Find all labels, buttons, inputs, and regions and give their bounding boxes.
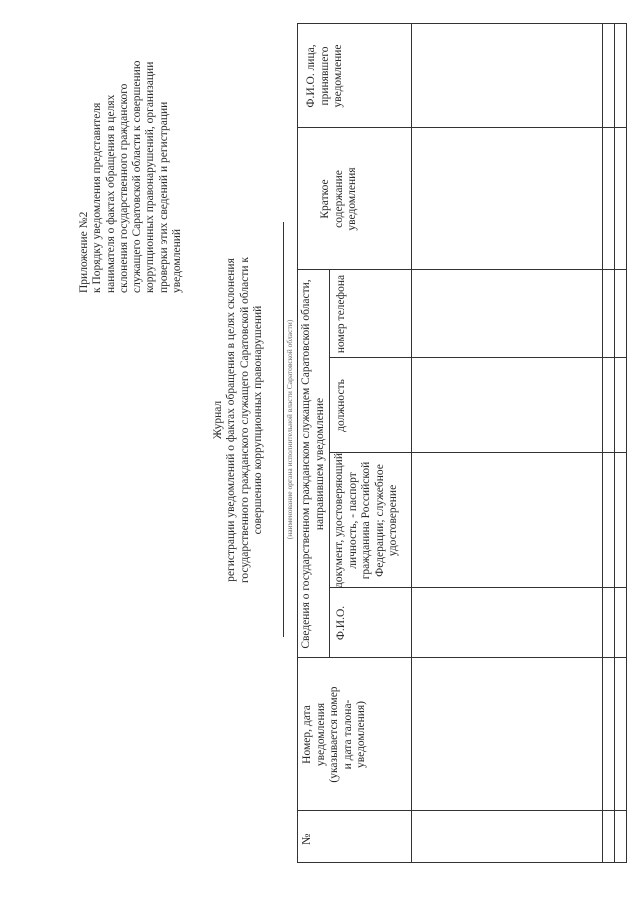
journal-line: регистрации уведомлений о фактах обращения в целях склонения <box>225 258 238 582</box>
appendix-line: склонения государственного гражданского <box>117 83 130 293</box>
header-line: содержание <box>332 170 345 228</box>
table-header-bottom <box>411 23 412 863</box>
header-line: личность, - паспорт <box>346 472 359 569</box>
header-line: уведомления <box>346 167 358 231</box>
header-line: Сведения о государственном гражданском служащем Саратовской области, <box>300 279 312 649</box>
header-line: Федерации; служебное <box>373 464 386 577</box>
table-border-top <box>297 23 298 863</box>
authority-name-line <box>283 222 284 637</box>
identity-document-header <box>333 453 401 588</box>
header-line: Номер, дата <box>301 705 313 764</box>
table-border-bottom <box>626 23 627 863</box>
registration-table <box>297 23 627 863</box>
table-row-line <box>614 23 615 863</box>
employee-fio-header: Ф.И.О. <box>335 605 347 641</box>
header-line: документ, удостоверяющий <box>333 453 345 588</box>
appendix-line: проверки этих сведений и регистрации <box>157 101 170 293</box>
column-line <box>329 357 627 358</box>
table-border-right <box>297 23 627 24</box>
number-sign-header: № <box>299 833 313 845</box>
header-line: принявшего <box>318 46 331 106</box>
appendix-line: уведомлений <box>171 228 184 293</box>
journal-line: государственного гражданского служащего Саратовской области к <box>238 257 251 584</box>
header-line: уведомления <box>314 702 327 767</box>
appendix-line: нанимателя о фактах обращения в целях <box>104 94 117 293</box>
header-line: уведомления) <box>355 701 367 768</box>
table-border-left <box>297 862 627 863</box>
header-line: (указывается номер <box>328 686 340 783</box>
group-header-line <box>329 270 330 658</box>
header-line: уведомление <box>332 44 344 108</box>
employee-info-group-header <box>300 270 327 658</box>
header-line: Краткое <box>319 179 331 219</box>
appendix-line: Приложение №2 <box>78 211 90 293</box>
appendix-line: служащего Саратовской области к совершению <box>131 60 144 293</box>
authority-caption: (наименование органа исполнительной власти Саратовской области) <box>285 319 294 540</box>
notice-number-header <box>301 658 369 811</box>
position-header: должность <box>335 379 347 432</box>
journal-title: Журнал <box>212 400 224 440</box>
appendix-header <box>78 23 184 293</box>
header-line: направившем уведомление <box>313 397 326 531</box>
header-line: гражданина Российской <box>360 461 372 580</box>
header-line: Ф.И.О. лица, <box>305 44 317 108</box>
phone-number-header: номер телефона <box>335 274 347 354</box>
header-line: и дата талона- <box>341 699 354 770</box>
appendix-line: к Порядку уведомления представителя <box>91 102 104 293</box>
journal-heading <box>212 140 265 700</box>
table-row-line <box>602 23 603 863</box>
header-line: удостоверение <box>387 484 399 557</box>
journal-line: совершению коррупционных правонарушений <box>251 305 264 535</box>
receiver-fio-header <box>305 24 346 128</box>
summary-header <box>319 128 360 270</box>
appendix-line: коррупционных правонарушений, организации <box>144 61 157 293</box>
